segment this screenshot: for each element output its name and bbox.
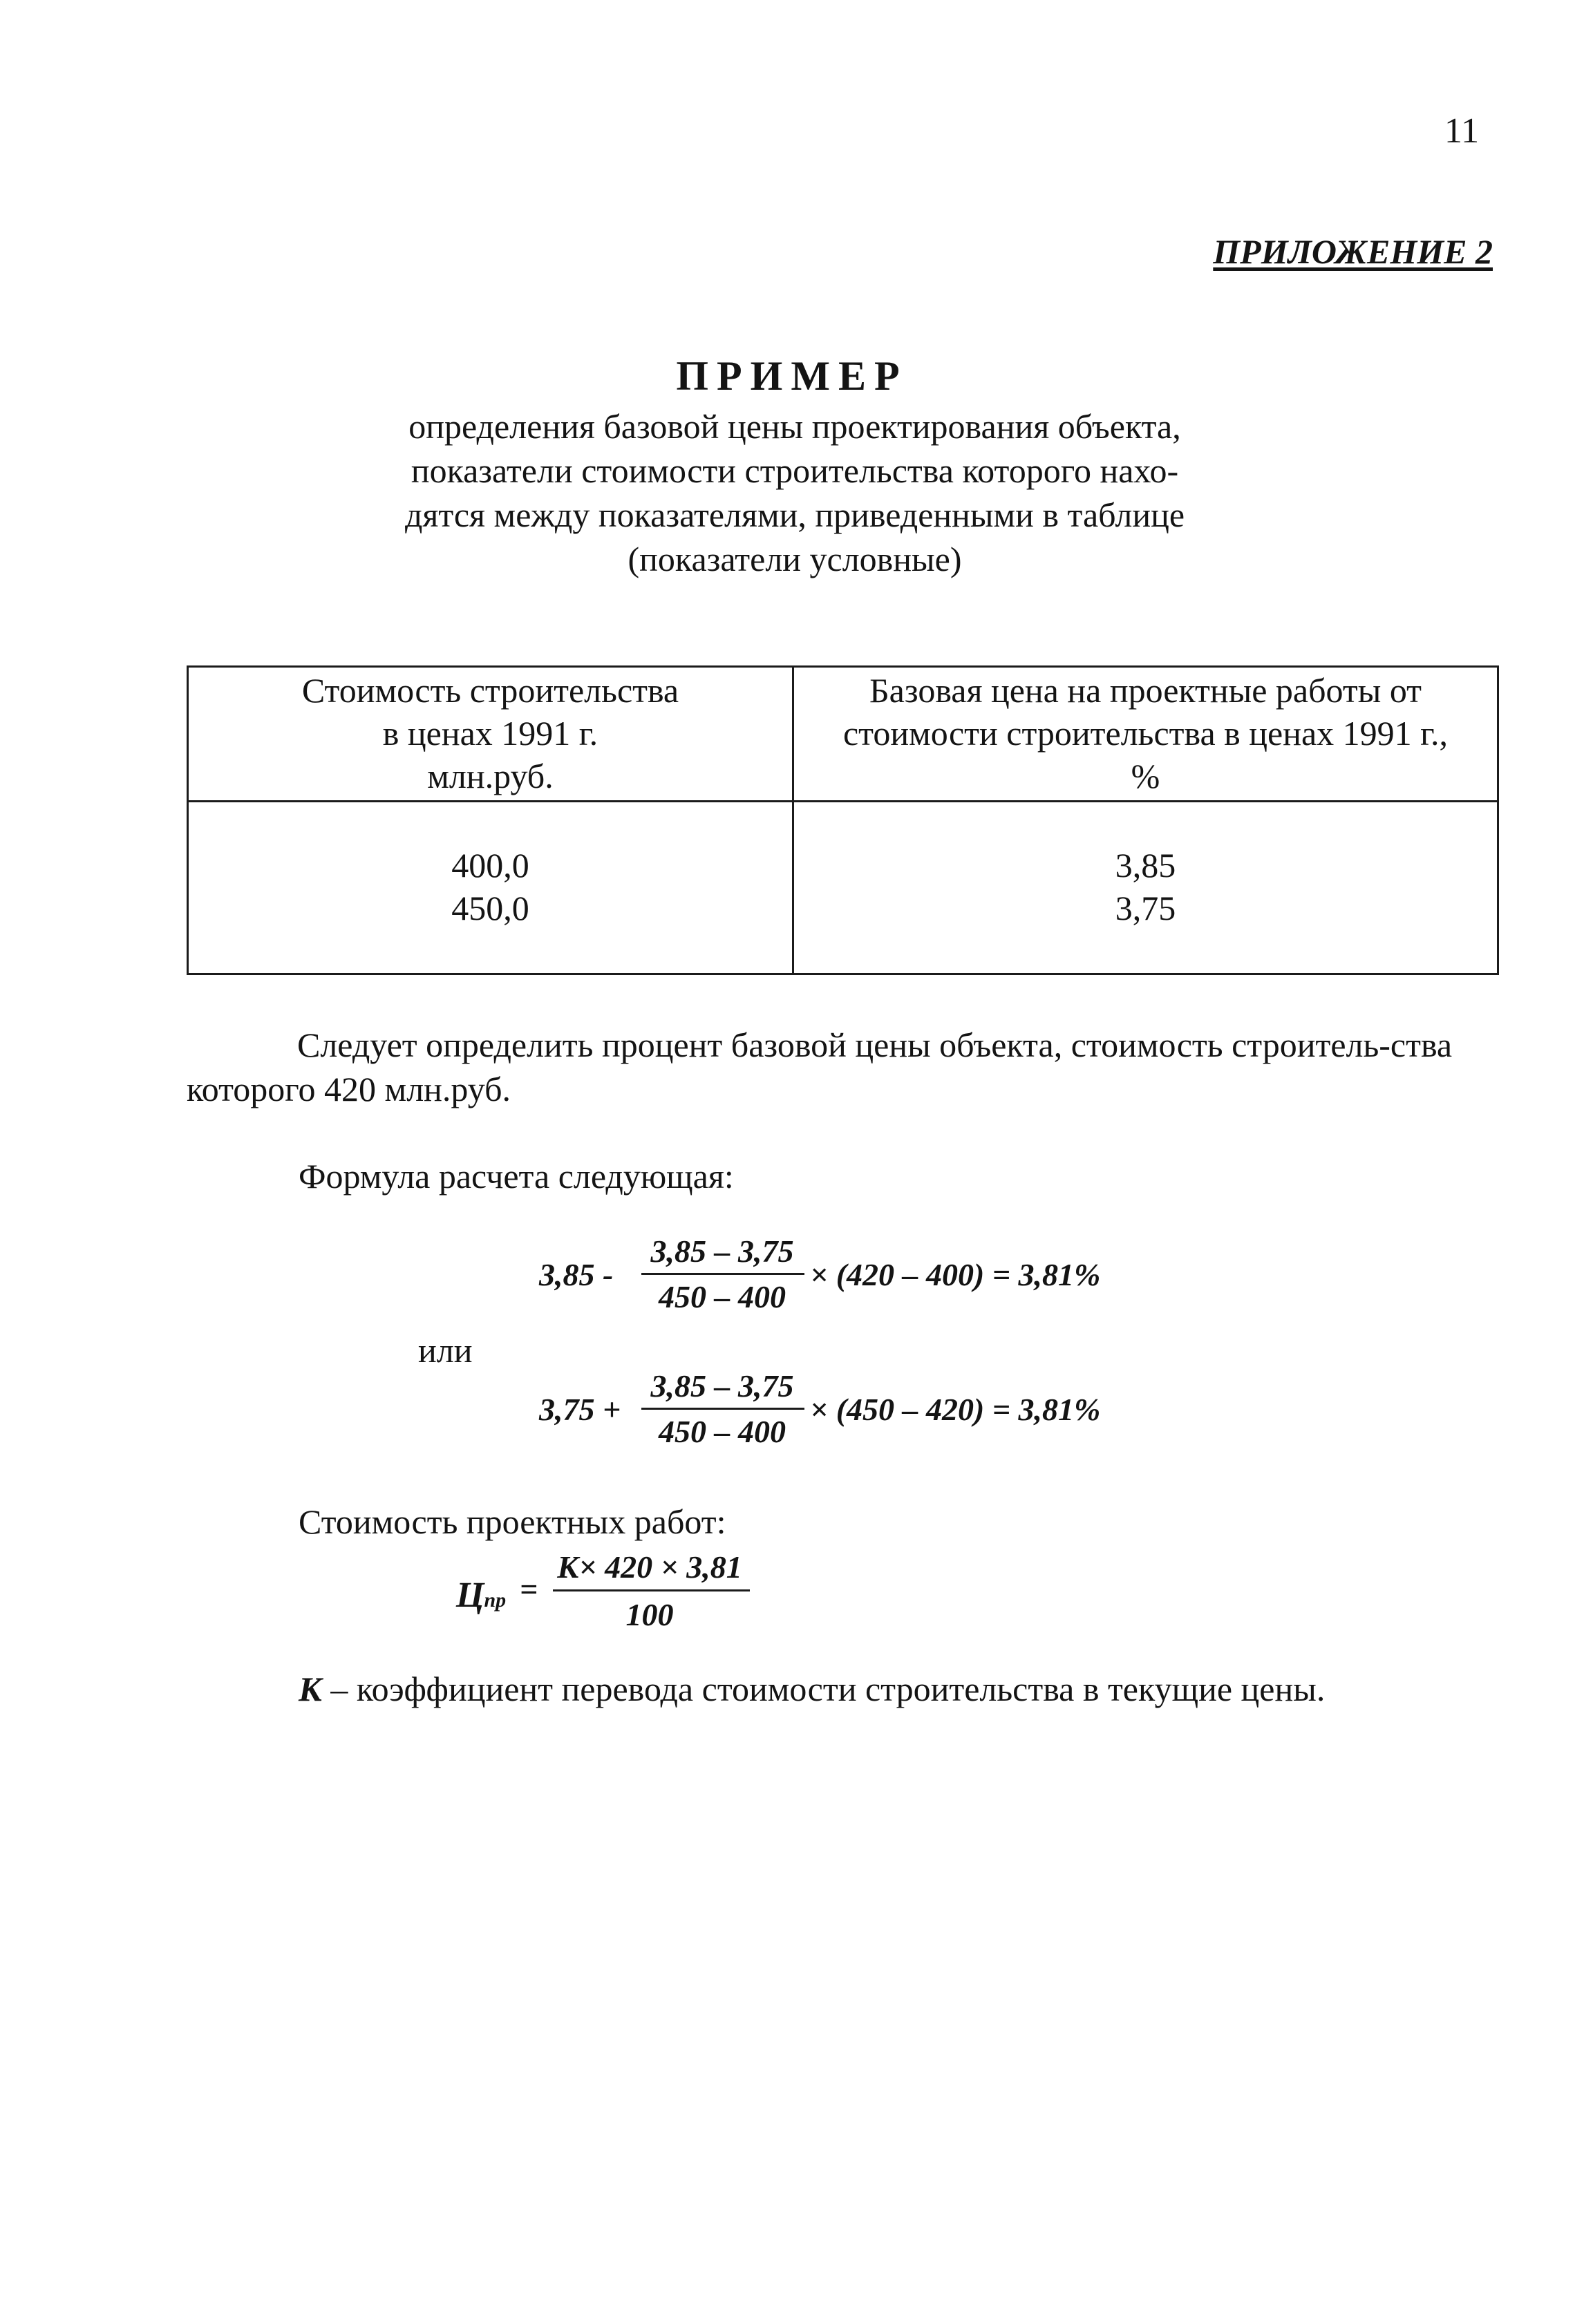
document-subtitle xyxy=(332,404,1258,581)
formula-2-numerator: 3,85 – 3,75 xyxy=(650,1368,794,1404)
formula-1-fraction-bar xyxy=(641,1273,804,1275)
header-price-line: стоимости строительства в ценах 1991 г., xyxy=(842,714,1449,753)
formula-2-denominator: 450 – 400 xyxy=(659,1414,786,1449)
header-cost-line: Стоимость строительства xyxy=(301,671,679,710)
formula-3-denominator: 100 xyxy=(625,1597,674,1632)
formula-2-fraction-bar xyxy=(641,1408,804,1410)
document-title: ПРИМЕР xyxy=(676,353,908,399)
formula-3-symbol-letter: Ц xyxy=(456,1576,484,1615)
formula-intro: Формула расчета следующая: xyxy=(299,1157,734,1196)
subtitle-line: показатели стоимости строительства которого нахо- xyxy=(411,451,1179,490)
price-table xyxy=(187,665,1499,975)
cost-value: 450,0 xyxy=(451,889,529,927)
formula-3-numerator: К× 420 × 3,81 xyxy=(557,1549,742,1585)
header-price-line: % xyxy=(1131,757,1160,795)
subtitle-line: (показатели условные) xyxy=(628,540,962,578)
formula-1-tail: × (420 – 400) = 3,81% xyxy=(810,1257,1101,1292)
formula-1-denominator: 450 – 400 xyxy=(659,1279,786,1314)
k-symbol: К xyxy=(299,1670,322,1708)
table-header-row xyxy=(188,667,1498,802)
formula-3-subscript: пр xyxy=(484,1589,507,1612)
formula-3-symbol xyxy=(456,1575,506,1616)
header-cost-line: в ценах 1991 г. xyxy=(382,714,598,753)
formula-1 xyxy=(539,1234,1161,1334)
formula-3-equals: = xyxy=(520,1571,538,1607)
k-definition xyxy=(299,1669,1325,1709)
price-value: 3,75 xyxy=(1115,889,1176,927)
formula-1-numerator: 3,85 – 3,75 xyxy=(650,1234,794,1269)
cost-intro: Стоимость проектных работ: xyxy=(299,1502,726,1541)
header-cost-line: млн.руб. xyxy=(427,757,554,795)
price-cell xyxy=(793,802,1498,974)
subtitle-line: определения базовой цены проектирования объекта, xyxy=(408,407,1181,446)
header-price xyxy=(793,667,1498,802)
k-definition-text: – коэффициент перевода стоимости строительства в текущие цены. xyxy=(321,1670,1326,1708)
formula-3 xyxy=(456,1551,788,1648)
formula-2 xyxy=(539,1368,1161,1468)
page-number: 11 xyxy=(1444,111,1480,151)
subtitle-line: дятся между показателями, приведенными в таблице xyxy=(404,495,1185,534)
appendix-label: ПРИЛОЖЕНИЕ 2 xyxy=(1213,232,1493,271)
table-row xyxy=(188,802,1498,974)
cost-value: 400,0 xyxy=(451,846,529,885)
cost-cell xyxy=(188,802,793,974)
header-cost xyxy=(188,667,793,802)
price-value: 3,85 xyxy=(1115,846,1176,885)
formula-3-fraction-bar xyxy=(553,1589,750,1591)
task-paragraph: Следует определить процент базовой цены объекта, стоимость строитель-ства которого 420 млн.руб. xyxy=(187,1026,1453,1108)
formula-1-lead: 3,85 - xyxy=(539,1257,614,1292)
formula-2-tail: × (450 – 420) = 3,81% xyxy=(810,1392,1101,1427)
or-word: или xyxy=(418,1331,473,1370)
formula-2-lead: 3,75 + xyxy=(539,1392,621,1427)
header-price-line: Базовая цена на проектные работы от xyxy=(869,671,1422,710)
